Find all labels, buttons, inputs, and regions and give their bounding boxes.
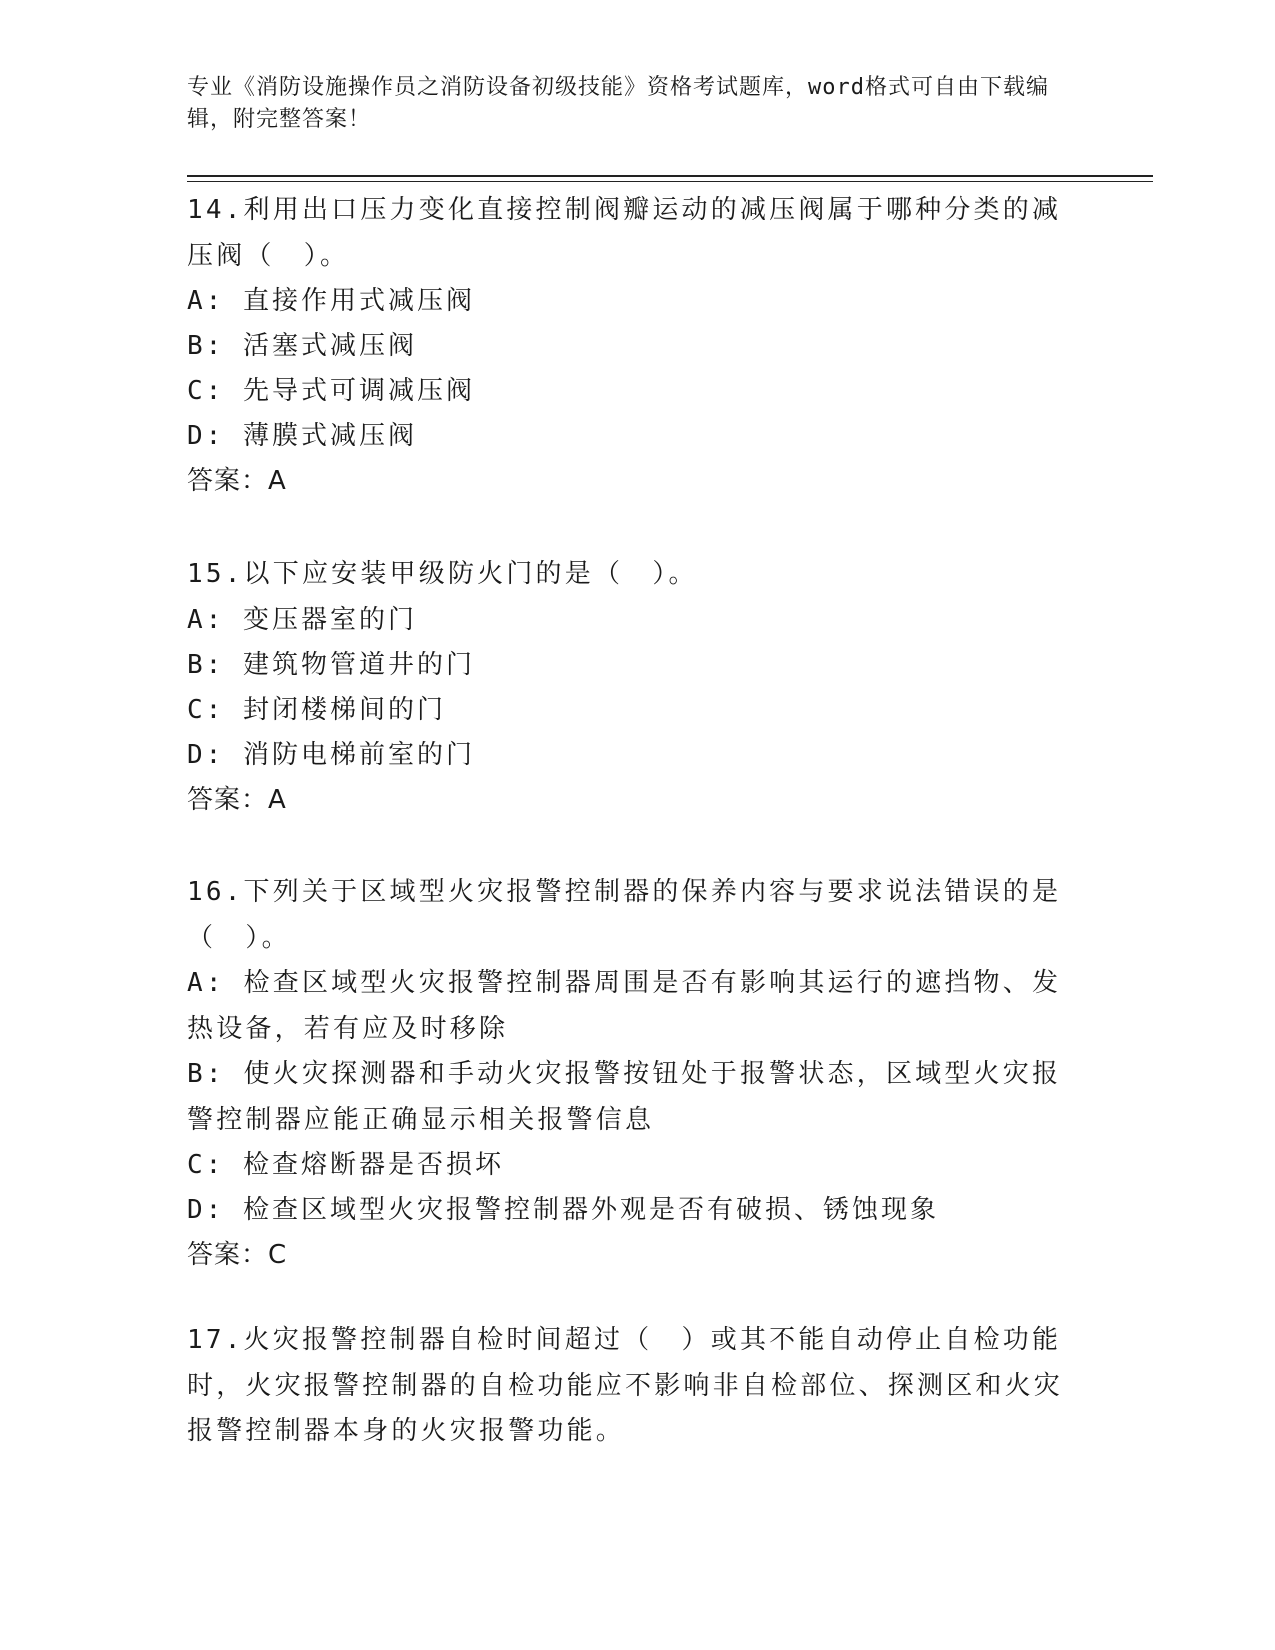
question-15 [187, 552, 1067, 823]
question-stem: 15.以下应安装甲级防火门的是（ ）。 [187, 559, 698, 589]
option-d: D: 检查区域型火灾报警控制器外观是否有破损、锈蚀现象 [187, 1195, 939, 1225]
option-c: C: 先导式可调减压阀 [187, 376, 475, 406]
option-b: B: 建筑物管道井的门 [187, 649, 475, 680]
option-d: D: 消防电梯前室的门 [187, 739, 475, 770]
option-d: D: 薄膜式减压阀 [187, 421, 417, 451]
question-17 [187, 1318, 1067, 1455]
question-stem: 16.下列关于区域型火灾报警控制器的保养内容与要求说法错误的是（ ）。 [187, 877, 1062, 953]
document-header: 专业《消防设施操作员之消防设备初级技能》资格考试题库，word格式可自由下载编辑，附完整答案！ [187, 75, 1049, 132]
answer: 答案：C [187, 1240, 288, 1270]
header-divider-thin [187, 181, 1153, 182]
question-stem: 17.火灾报警控制器自检时间超过（ ）或其不能自动停止自检功能时，火灾报警控制器的自检功能应不影响非自检部位、探测区和火灾报警控制器本身的火灾报警功能。 [187, 1325, 1064, 1446]
option-a: A: 直接作用式减压阀 [187, 286, 475, 316]
header-divider-thick [187, 175, 1153, 177]
answer: 答案：A [187, 466, 287, 496]
question-16 [187, 870, 1067, 1278]
option-b: B: 使火灾探测器和手动火灾报警按钮处于报警状态，区域型火灾报警控制器应能正确显示相关报警信息 [187, 1059, 1062, 1135]
answer: 答案：A [187, 784, 287, 815]
option-a: A: 变压器室的门 [187, 604, 417, 635]
option-c: C: 封闭楼梯间的门 [187, 694, 446, 725]
question-stem: 14.利用出口压力变化直接控制阀瓣运动的减压阀属于哪种分类的减压阀（ ）。 [187, 195, 1062, 271]
option-c: C: 检查熔断器是否损坏 [187, 1150, 504, 1180]
question-14 [187, 188, 1067, 504]
option-a: A: 检查区域型火灾报警控制器周围是否有影响其运行的遮挡物、发热设备，若有应及时移除 [187, 968, 1062, 1044]
option-b: B: 活塞式减压阀 [187, 331, 417, 361]
